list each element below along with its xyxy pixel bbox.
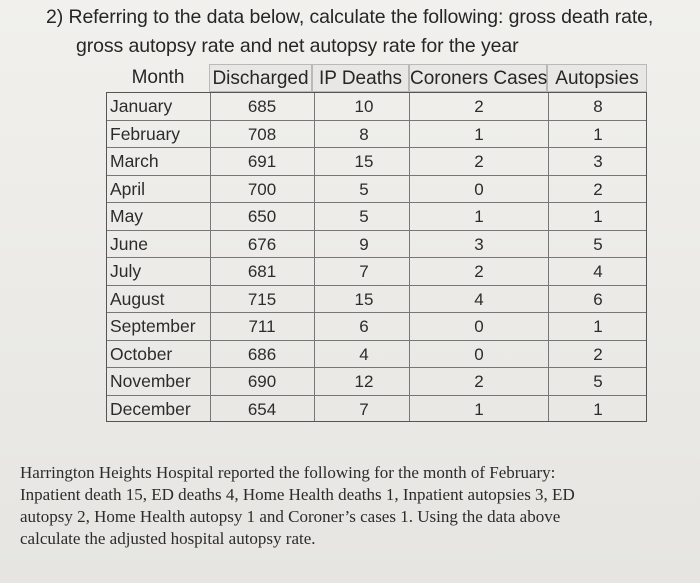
header-autopsies: Autopsies <box>547 64 647 92</box>
cell-discharged: 690 <box>247 372 277 391</box>
cell-month: June <box>110 233 148 254</box>
cell-ip-deaths: 7 <box>359 262 369 281</box>
table-row <box>107 176 646 204</box>
cell-coroners-cases: 1 <box>474 207 484 226</box>
question-line-1: 2) Referring to the data below, calculate the following: gross death rate, <box>46 6 654 28</box>
cell-coroners-cases: 2 <box>474 262 484 281</box>
cell-month: July <box>110 261 142 281</box>
cell-ip-deaths: 15 <box>354 152 374 171</box>
cell-discharged: 686 <box>247 344 277 364</box>
table-row <box>107 286 646 314</box>
cell-month: May <box>110 206 144 226</box>
paragraph-line: calculate the adjusted hospital autopsy rate. <box>20 529 316 548</box>
table-row <box>107 93 646 121</box>
header-coroners-cases: Coroners Cases <box>409 64 547 92</box>
cell-ip-deaths: 4 <box>359 344 369 364</box>
cell-autopsies: 3 <box>593 152 603 171</box>
cell-ip-deaths: 8 <box>359 124 369 144</box>
cell-autopsies: 4 <box>593 262 603 281</box>
table-row <box>107 148 646 176</box>
header-discharged: Discharged <box>209 64 312 92</box>
paragraph-line: Harrington Heights Hospital reported the following for the month of February: <box>20 463 556 482</box>
cell-month: April <box>110 178 146 199</box>
cell-coroners-cases: 3 <box>474 234 484 254</box>
cell-coroners-cases: 0 <box>474 317 484 336</box>
cell-month: December <box>110 398 191 419</box>
table-row <box>107 396 646 424</box>
cell-autopsies: 1 <box>593 124 603 144</box>
cell-discharged: 685 <box>247 97 277 116</box>
header-month: Month <box>131 67 185 88</box>
cell-autopsies: 1 <box>593 207 603 226</box>
cell-ip-deaths: 5 <box>359 179 369 199</box>
table-row <box>107 231 646 259</box>
cell-autopsies: 1 <box>593 317 603 336</box>
cell-autopsies: 8 <box>593 97 603 116</box>
cell-autopsies: 5 <box>593 372 603 391</box>
question-line-2: gross autopsy rate and net autopsy rate for the year <box>76 35 519 57</box>
table-row <box>107 368 646 396</box>
cell-discharged: 708 <box>247 124 277 144</box>
paragraph-line: autopsy 2, Home Health autopsy 1 and Coroner’s cases 1. Using the data above <box>20 507 561 526</box>
problem-paragraph <box>20 462 680 550</box>
cell-autopsies: 2 <box>593 344 603 364</box>
cell-discharged: 715 <box>247 289 277 309</box>
table-row <box>107 341 646 369</box>
cell-autopsies: 1 <box>593 399 603 419</box>
cell-month: January <box>110 96 173 116</box>
cell-discharged: 676 <box>247 234 277 254</box>
cell-discharged: 681 <box>247 262 277 281</box>
cell-month: February <box>110 123 181 144</box>
cell-ip-deaths: 10 <box>354 97 374 116</box>
cell-month: March <box>110 151 159 171</box>
cell-coroners-cases: 2 <box>474 372 484 391</box>
cell-coroners-cases: 1 <box>474 399 484 419</box>
cell-coroners-cases: 2 <box>474 152 484 171</box>
cell-discharged: 691 <box>247 152 277 171</box>
cell-coroners-cases: 4 <box>474 289 484 309</box>
cell-month: October <box>110 343 173 364</box>
cell-month: August <box>110 288 165 309</box>
table-row <box>107 203 646 231</box>
table-row <box>107 313 646 341</box>
paragraph-line: Inpatient death 15, ED deaths 4, Home Health deaths 1, Inpatient autopsies 3, ED <box>20 485 575 504</box>
cell-autopsies: 5 <box>593 234 603 254</box>
table-row <box>107 258 646 286</box>
cell-discharged: 654 <box>247 399 277 419</box>
cell-autopsies: 6 <box>593 289 603 309</box>
cell-autopsies: 2 <box>593 179 603 199</box>
cell-ip-deaths: 5 <box>359 207 369 226</box>
cell-coroners-cases: 0 <box>474 344 484 364</box>
cell-ip-deaths: 6 <box>359 317 369 336</box>
cell-ip-deaths: 12 <box>354 372 374 391</box>
cell-ip-deaths: 9 <box>359 234 369 254</box>
cell-ip-deaths: 15 <box>354 289 374 309</box>
cell-discharged: 711 <box>248 317 276 336</box>
header-ip-deaths: IP Deaths <box>312 64 409 92</box>
cell-month: November <box>110 371 191 391</box>
cell-discharged: 700 <box>247 179 277 199</box>
cell-ip-deaths: 7 <box>359 399 369 419</box>
table-row <box>107 121 646 149</box>
cell-coroners-cases: 1 <box>474 124 484 144</box>
cell-discharged: 650 <box>247 207 277 226</box>
data-table <box>106 92 647 422</box>
cell-month: September <box>110 316 196 336</box>
cell-coroners-cases: 2 <box>474 97 484 116</box>
cell-coroners-cases: 0 <box>474 179 484 199</box>
